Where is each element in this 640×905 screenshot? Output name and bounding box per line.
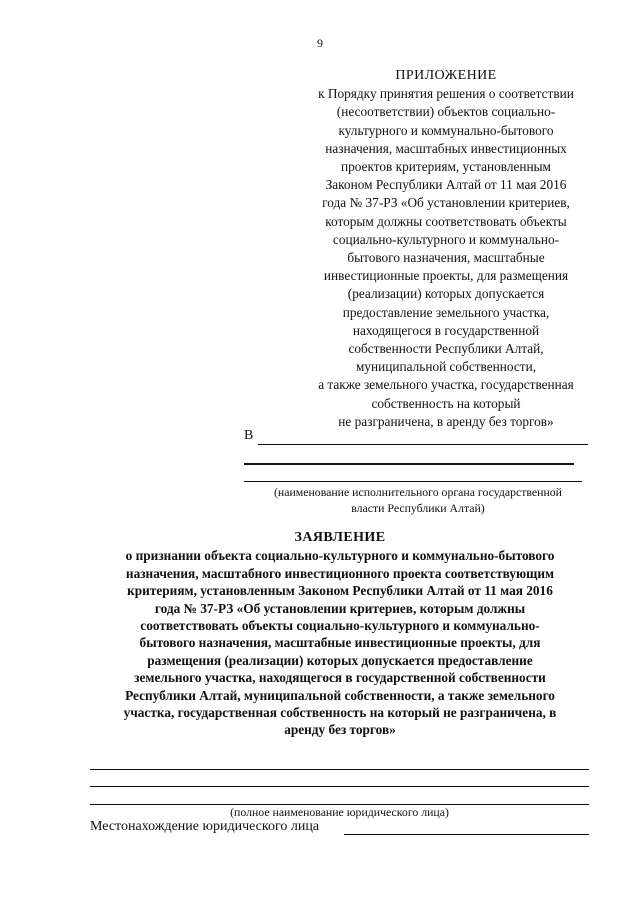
appendix-block bbox=[300, 67, 592, 431]
appendix-line: собственность на который bbox=[371, 395, 521, 411]
statement-line: назначения, масштабного инвестиционного проекта соответствующим bbox=[125, 565, 555, 581]
addressee-blank-line-3[interactable] bbox=[244, 481, 582, 482]
appendix-line: инвестиционные проекты, для размещения bbox=[323, 268, 569, 284]
appendix-line: (несоответствии) объектов социально- bbox=[336, 104, 556, 120]
appendix-line: культурного и коммунально-бытового bbox=[338, 122, 554, 138]
appendix-line: социально-культурного и коммунально- bbox=[332, 231, 560, 247]
statement-line: размещения (реализации) которых допускается предоставление bbox=[147, 652, 533, 668]
appendix-line: находящегося в государственной bbox=[352, 322, 540, 338]
statement-line: критериям, установленным Законом Республики Алтай от 11 мая 2016 bbox=[127, 583, 553, 599]
statement-line: участка, государственная собственность на который не разграничена, в bbox=[123, 705, 557, 721]
entity-blank-line-1[interactable] bbox=[90, 769, 589, 770]
statement-line: о признании объекта социально-культурного и коммунально-бытового bbox=[125, 548, 555, 564]
addressee-caption-line: власти Республики Алтай) bbox=[351, 501, 485, 515]
appendix-line: проектов критериям, установленным bbox=[341, 159, 551, 175]
location-blank-line[interactable] bbox=[344, 834, 589, 835]
entity-caption: (полное наименование юридического лица) bbox=[230, 805, 449, 819]
appendix-line: не разграничена, в аренду без торгов» bbox=[338, 413, 554, 429]
statement-line: аренду без торгов» bbox=[284, 722, 396, 738]
addressee-caption bbox=[232, 484, 604, 516]
location-label: Местонахождение юридического лица bbox=[90, 819, 320, 834]
statement-block bbox=[70, 529, 610, 739]
appendix-line: предоставление земельного участка, bbox=[342, 304, 550, 320]
statement-line: соответствовать объекты социально-культурного и коммунально- bbox=[140, 618, 540, 634]
appendix-line: которым должны соответствовать объекты bbox=[325, 213, 567, 229]
appendix-line: к Порядку принятия решения о соответствии bbox=[318, 86, 574, 102]
page-number: 9 bbox=[317, 36, 323, 50]
appendix-line: года № 37-РЗ «Об установлении критериев, bbox=[322, 195, 570, 211]
statement-title: ЗАЯВЛЕНИЕ bbox=[294, 530, 386, 545]
statement-line: Республики Алтай, муниципальной собственности, а также земельного bbox=[125, 687, 555, 703]
addressee-caption-line: (наименование исполнительного органа государственной bbox=[274, 485, 562, 499]
entity-blank-line-2[interactable] bbox=[90, 786, 589, 787]
statement-line: года № 37-РЗ «Об установлении критериев, которым должны bbox=[154, 600, 526, 616]
addressee-blank-line-1[interactable] bbox=[258, 444, 588, 445]
appendix-line: муниципальной собственности, bbox=[355, 359, 537, 375]
appendix-line: а также земельного участка, государственная bbox=[318, 377, 574, 393]
statement-line: бытового назначения, масштабные инвестиционные проекты, для bbox=[139, 635, 541, 651]
appendix-line: бытового назначения, масштабные bbox=[347, 250, 545, 266]
appendix-line: назначения, масштабных инвестиционных bbox=[325, 140, 567, 156]
appendix-line: (реализации) которых допускается bbox=[347, 286, 545, 302]
appendix-heading: ПРИЛОЖЕНИЕ bbox=[395, 68, 497, 83]
addressee-blank-line-2[interactable] bbox=[244, 463, 574, 465]
appendix-line: Законом Республики Алтай от 11 мая 2016 bbox=[325, 177, 567, 193]
appendix-line: собственности Республики Алтай, bbox=[348, 341, 544, 357]
statement-line: земельного участка, находящегося в государственной собственности bbox=[134, 670, 546, 686]
addressee-prefix: В bbox=[244, 428, 254, 443]
